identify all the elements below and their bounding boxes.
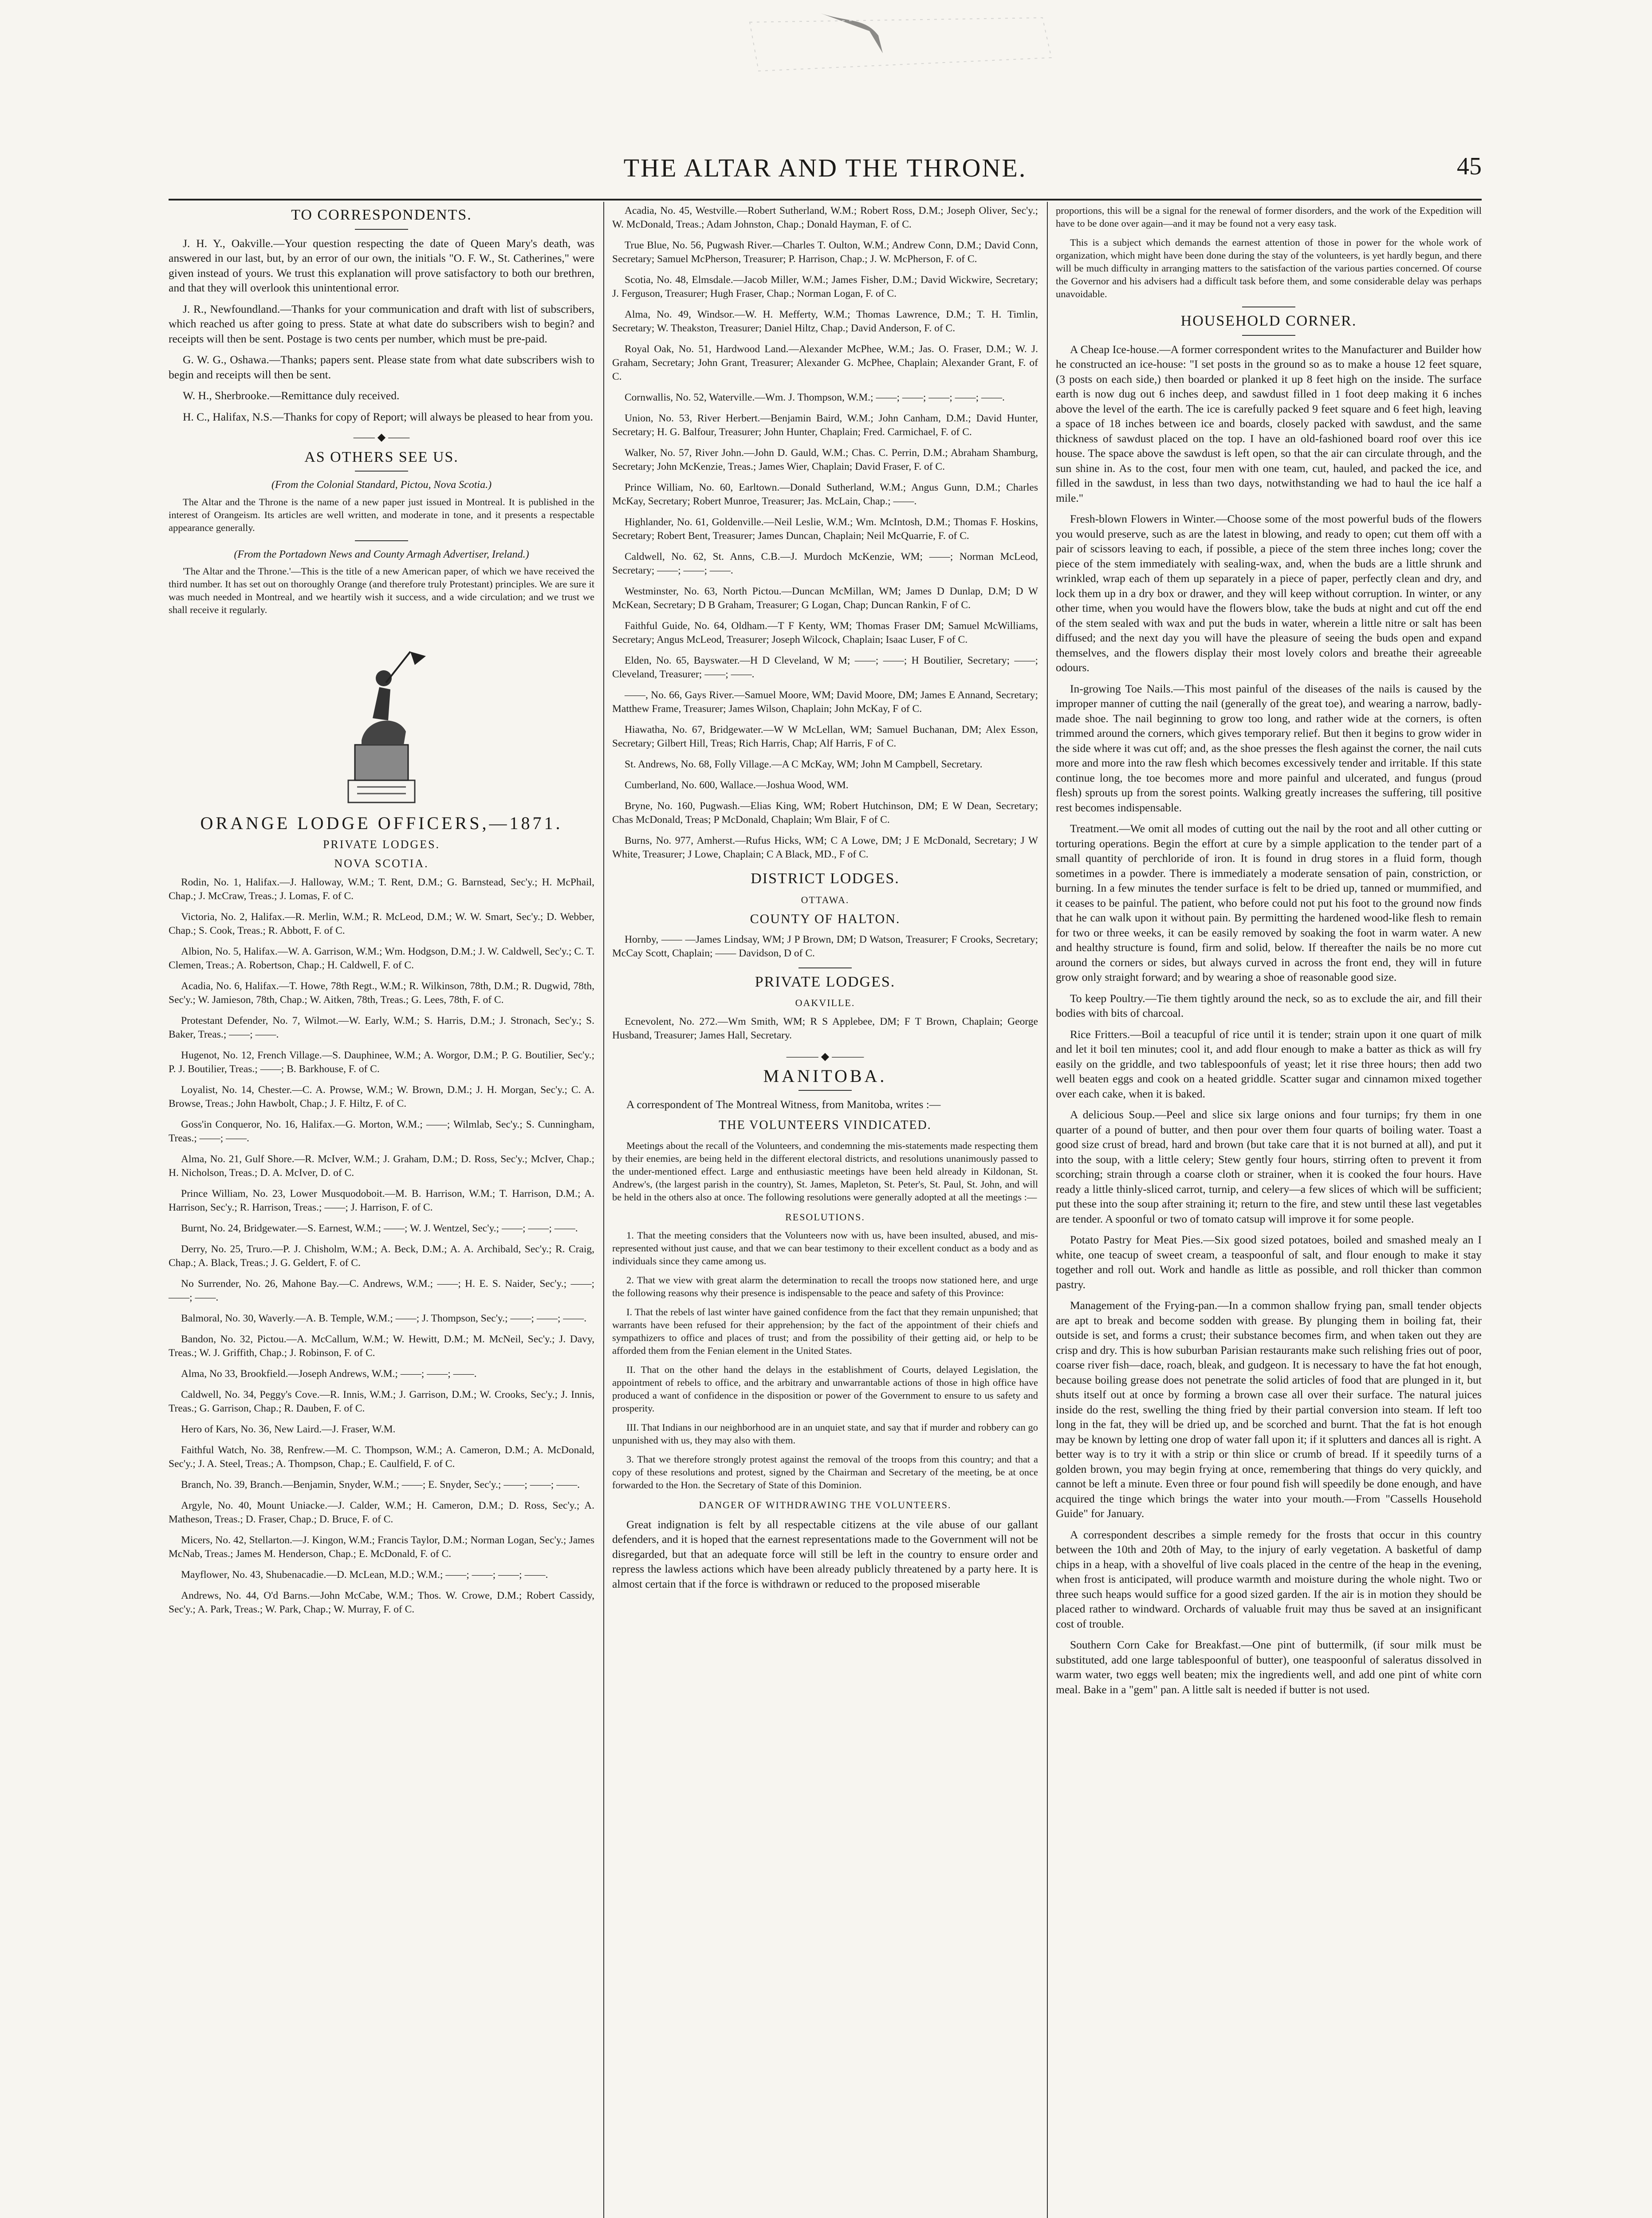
district-city: OTTAWA. — [801, 894, 850, 905]
lodge-entry: Scotia, No. 48, Elmsdale.—Jacob Miller, W.M.; James Fisher, D.M.; David Wickwire, Secretary; J. Ferguson, Treasurer; Hugh Fraser, Chap.; Norman Logan, F. of C. — [612, 274, 1038, 299]
lodge-entry: Acadia, No. 45, Westville.—Robert Sutherland, W.M.; Robert Ross, D.M.; Joseph Oliver, Sec'y.; W. McDonald, Treas.; Adam Johnston, Chap.; Donald Hayman, F. of C. — [612, 205, 1038, 230]
lodge-entry: Union, No. 53, River Herbert.—Benjamin Baird, W.M.; John Canham, D.M.; David Hunter, Secretary; H. G. Balfour, Treasurer; John Hunter, Chaplain; Fred. Carmichael, F. of C. — [612, 413, 1038, 438]
household-item: A correspondent describes a simple remedy for the frosts that occur in this country between the 10th and 20th of May, to the injury of early vegetation. A basketful of damp chips in a heap, with a shovelful of live coals placed in the centre of the heap in the evening, when frost is anticipated, will produce warmth and moisture during the whole night. Two or three such heaps would suffice for a good sized garden. If the air is in motion they should be placed rather to windward. Orchards of valuable fruit may thus be saved at an insignificant cost of trouble. — [1056, 1528, 1482, 1630]
header-rule — [169, 199, 1482, 201]
lodge-entry: Westminster, No. 63, North Pictou.—Duncan McMillan, WM; James D Dunlap, D.M; D W McKean, Secretary; D B Graham, Treasurer; G Logan, Chap; Duncan Rankin, F of C. — [612, 586, 1038, 611]
lodge-entry: Faithful Guide, No. 64, Oldham.—T F Kenty, WM; Thomas Fraser DM; Samuel McWilliams, Secretary; Angus McLeod, Treasurer; Joseph Wilcock, Chaplain; Isaac Luser, F of C. — [612, 620, 1038, 645]
household-item: Southern Corn Cake for Breakfast.—One pint of buttermilk, (if sour milk must be substituted, add one large tablespoonful of butter), one teaspoonful of saleratus dissolved in warm water, two eggs well beaten; mix the ingredients well, and add one pint of white corn meal. Bake in a "gem" pan. A little salt is needed if butter is not used. — [1056, 1638, 1482, 1696]
divider — [355, 229, 408, 230]
lodge-entry: Hornby, —— —James Lindsay, WM; J P Brown, DM; D Watson, Treasurer; F Crooks, Secretary; McCay Scott, Chaplain; —— Davidson, D of C. — [612, 933, 1038, 959]
column-divider-2 — [1047, 202, 1048, 2218]
lodge-entry: Cumberland, No. 600, Wallace.—Joshua Wood, WM. — [625, 779, 849, 791]
lodge-entry: Walker, No. 57, River John.—John D. Gauld, W.M.; Chas. C. Perrin, D.M.; Abraham Shamburg, Secretary; John McKenzie, Treas.; James Wier, Chaplain; David Fraser, F. of C. — [612, 447, 1038, 472]
lodge-entry: Bryne, No. 160, Pugwash.—Elias King, WM; Robert Hutchinson, DM; E W Dean, Secretary; Chas McDonald, Treas; P McDonald, Chaplain; Wm Blair, F of C. — [612, 800, 1038, 826]
correspondent-note: W. H., Sherbrooke.—Remittance duly received. — [183, 389, 400, 402]
lodge-entry: Burns, No. 977, Amherst.—Rufus Hicks, WM; C A Lowe, DM; J E McDonald, Secretary; J W White, Treasurer; J Lowe, Chaplain; C A Black, MD., F of C. — [612, 835, 1038, 860]
divider — [798, 967, 852, 968]
others-heading: AS OTHERS SEE US. — [304, 448, 459, 465]
lodge-entry: Prince William, No. 60, Earltown.—Donald Sutherland, W.M.; Angus Gunn, D.M.; Charles McKay, Secretary; Robert Munroe, Treasurer; Jas. McLain, Chap.; ——. — [612, 482, 1038, 507]
lodge-entry: Albion, No. 5, Halifax.—W. A. Garrison, W.M.; Wm. Hodgson, D.M.; J. W. Caldwell, Sec'y.; C. T. Clemen, Treas.; A. Robertson, Chap.; H. Caldwell, F. of C. — [169, 945, 594, 971]
lodge-entry: Balmoral, No. 30, Waverly.—A. B. Temple, W.M.; ——; J. Thompson, Sec'y.; ——; ——; ——. — [181, 1312, 587, 1324]
lodge-entry: Rodin, No. 1, Halifax.—J. Halloway, W.M.; T. Rent, D.M.; G. Barnstead, Sec'y.; H. McPhail, Chap.; J. McCraw, Treas.; J. Lomas, F. of C. — [169, 876, 594, 902]
lodge-entry: Ecnevolent, No. 272.—Wm Smith, WM; R S Applebee, DM; F T Brown, Chaplain; George Husband, Treasurer; James Hall, Secretary. — [612, 1015, 1038, 1041]
ornament-divider: ——— ◆ ——— — [786, 1050, 864, 1062]
household-item: Treatment.—We omit all modes of cutting out the nail by the root and all other cutting or torturing operations. Begin the effort at cure by a simple application to the tender part of a small quantity of perchloride of iron. It is found in drug stores in a fluid form, though sometimes in a powder. There is immediately a moderate sensation of pain, constriction, or burning. In a few minutes the tender surface is felt to be dried up, tanned or mummified, and it ceases to be painful. The patient, who before could not put his foot to the ground now finds that he can walk upon it without pain. By permitting the hardened wood-like flesh to remain for two or three weeks, it can be easily removed by soaking the foot in warm water. A new and healthy structure is found, firm and solid, below. If thereafter the nails be no more cut around the corners or sides, but always curved in across the front end, they will in future grow only straight forward; and by wearing a shoe of reasonable good size. — [1056, 822, 1482, 983]
lodge-entry: Victoria, No. 2, Halifax.—R. Merlin, W.M.; R. McLeod, D.M.; W. W. Smart, Sec'y.; D. Webber, Chap.; S. Cook, Treas.; R. Abbott, F. of C. — [169, 911, 594, 936]
private-lodges-heading: PRIVATE LODGES. — [755, 973, 896, 990]
quote-text: 'The Altar and the Throne.'—This is the title of a new American paper, of which we have received the third number. It has set out on thoroughly Orange (and therefore truly Protestant) principles. We are sure it was much needed in Montreal, and we heartily wish it success, and a wide circulation; and we trust we shall receive it regularly. — [169, 566, 594, 615]
lodge-entry: Bandon, No. 32, Pictou.—A. McCallum, W.M.; W. Hewitt, D.M.; M. McNeil, Sec'y.; J. Davy, Treas.; W. J. Griffith, Chap.; J. Robinson, F. of C. — [169, 1333, 594, 1359]
household-item: Management of the Frying-pan.—In a common shallow frying pan, small tender objects are apt to break and become sodden with grease. By plunging them in boiling fat, their outside is set, and forms a crust; their substance becomes firm, and when taken out they are crisp and dry. This is how suburban Parisian restaurants make such relishing fries out of poor, coarse river fish—dace, roach, bleak, and gudgeon. It is necessary to have the fat hot enough, because boiling grease does not penetrate the solid articles of food that are plunged in it, but shuts itself out at once by forming a brown case all over their surface. The natural juices inside do the rest, swelling the thing fried by their partial conversion into steam. If left too long in the fat, they will be dried up, and be scorched and burnt. That the fat is hot enough may be known by letting one drop of water fall upon it; if it splutters and dances all is right. A better way is to try it with a strip or thin slice or crumb of bread. If it speedily turns of a golden brown, you may begin frying at once, remembering that things do very quickly, and cannot be left a minute. Even three or four pound fish will speedily be done enough, and have acquired the tinge which brings the water into your mouth.—From "Cassells Household Guide" for January. — [1056, 1299, 1482, 1520]
lodge-entry: Burnt, No. 24, Bridgewater.—S. Earnest, W.M.; ——; W. J. Wentzel, Sec'y.; ——; ——; ——. — [181, 1222, 578, 1234]
lodge-entry: Branch, No. 39, Branch.—Benjamin, Snyder, W.M.; ——; E. Snyder, Sec'y.; ——; ——; ——. — [181, 1479, 580, 1490]
private-lodges-subheading: PRIVATE LODGES. — [323, 838, 441, 851]
household-item: A Cheap Ice-house.—A former correspondent writes to the Manufacturer and Builder how he constructed an ice-house: "I set posts in the ground so as to make a house 12 feet square, (3 posts on each side,) then boarded or planked it up 8 feet high on the inside. The surface earth is now dug out 6 inches deep, and sawdust filled in 1 foot deep making it 6 inches above the level of the earth. The ice is carefully packed 9 feet square and 6 feet high, leaving a space of 18 inches between ice and boards, closely packed with sawdust, and the same thickness of sawdust placed on the top. I have an old-fashioned board roof over this ice house. The space above the sawdust is left open, so that the air can circulate through, and the sun shine in. As to the cost, four men with one team, cut, hauled, and packed the ice, and filled in the sawdust, in less than two days, notwithstanding we had to haul the ice half a mile." — [1056, 342, 1482, 504]
lodge-entry: Protestant Defender, No. 7, Wilmot.—W. Early, W.M.; S. Harris, D.M.; J. Stronach, Sec'y.; S. Baker, Treas.; ——; ——. — [169, 1015, 594, 1040]
household-item: Fresh-blown Flowers in Winter.—Choose some of the most powerful buds of the flowers you would preserve, such as are the latest in blowing, and ready to open; cut them off with a pair of scissors leaving to each, if possible, a piece of the stem three inches long; cover the piece of the stem immediately with sealing-wax, and, when the buds are a little shrunk and wrinkled, wrap each of them up separately in a piece of paper, perfectly clean and dry, and lock them up in a dry box or drawer, and they will keep without corruption. In winter, or any other time, when you would have the flowers blow, take the buds at night and cut off the end of the stem sealed with wax and put the buds in water, wherein a little nitre or salt has been diffused; and the next day you will have the pleasure of seeing the buds open and expand themselves, and the flowers display their most lovely colors and breathe their agreeable odours. — [1056, 512, 1482, 674]
quote-text: The Altar and the Throne is the name of a new paper just issued in Montreal. It is published in the interest of Orangeism. Its articles are well written, and moderate in tone, and it presents a respectable appearance generally. — [169, 496, 594, 533]
lodge-entry: No Surrender, No. 26, Mahone Bay.—C. Andrews, W.M.; ——; H. E. S. Naider, Sec'y.; ——; ——; ——. — [169, 1278, 594, 1303]
correspondent-note: H. C., Halifax, N.S.—Thanks for copy of Report; will always be pleased to hear from you. — [183, 410, 593, 423]
household-item: A delicious Soup.—Peel and slice six large onions and four turnips; fry them in one quarter of a pound of butter, and then pour over them four quarts of boiling water. Toast a good size crust of bread, hard and brown (but take care that it is not burned at all), and put it into the soup, with a little celery; Stew gently four hours, stirring often to prevent it from scorching; strain through a coarse cloth or strainer, when it is cooked the four hours. Have ready a little thinly-sliced carrot, turnip, and celery—a few slices of which will be sufficient; put these into the soup after straining it; return to the fire, and stew until these last vegetables are tender. A spoonful or two of tomato catsup will improve it for some people. — [1056, 1108, 1482, 1225]
lodge-entry: Acadia, No. 6, Halifax.—T. Howe, 78th Regt., W.M.; R. Wilkinson, 78th, D.M.; R. Dugwid, 78th, Sec'y.; W. Jamieson, 78th, Chap.; W. Aitken, 78th, Treas.; G. Lees, 78th, F. of C. — [169, 980, 594, 1006]
resolution-item: 2. That we view with great alarm the determination to recall the troops now stationed here, and urge the following reasons why their presence is indispensable to the peace and safety of this Province: — [612, 1274, 1038, 1298]
lodge-entry: Andrews, No. 44, O'd Barns.—John McCabe, W.M.; Thos. W. Crowe, D.M.; Robert Cassidy, Sec'y.; A. Park, Treas.; W. Park, Chap.; W. Murray, F. of C. — [169, 1589, 594, 1615]
page-header — [169, 149, 1482, 197]
district-lodges-heading: DISTRICT LODGES. — [751, 870, 900, 887]
lodge-entry: Mayflower, No. 43, Shubenacadie.—D. McLean, M.D.; W.M.; ——; ——; ——; ——. — [181, 1569, 548, 1581]
danger-heading: DANGER OF WITHDRAWING THE VOLUNTEERS. — [699, 1499, 952, 1510]
household-item: To keep Poultry.—Tie them tightly around the neck, so as to exclude the air, and fill their bodies with bits of charcoal. — [1056, 991, 1482, 1019]
lodge-entry: Prince William, No. 23, Lower Musquodoboit.—M. B. Harrison, W.M.; T. Harrison, D.M.; A. Harrison, Sec'y.; R. Harrison, Treas.; ——; J. Harrison, F. of C. — [169, 1188, 594, 1213]
lodge-entry: Royal Oak, No. 51, Hardwood Land.—Alexander McPhee, W.M.; Jas. O. Fraser, D.M.; W. J. Graham, Secretary; John Grant, Treasurer; Alexander G. McPhee, Chaplain; Alexander Grant, F. of C. — [612, 343, 1038, 382]
ornament-divider: —— ◆ —— — [353, 432, 410, 443]
divider — [798, 1090, 852, 1091]
quote-source: (From the Portadown News and County Armagh Advertiser, Ireland.) — [234, 548, 529, 560]
article-continuation: proportions, this will be a signal for the renewal of former disorders, and the work of the Expedition will have to be done over again—and it may be found not a very easy task. — [1056, 205, 1482, 229]
private-town: OAKVILLE. — [795, 997, 855, 1008]
region-heading: NOVA SCOTIA. — [334, 857, 429, 870]
page-number: 45 — [1457, 153, 1482, 180]
lodge-entry: Caldwell, No. 62, St. Anns, C.B.—J. Murdoch McKenzie, WM; ——; Norman McLeod, Secretary; ——; ——; ——. — [612, 551, 1038, 576]
article-paragraph: Great indignation is felt by all respectable citizens at the vile abuse of our gallant defenders, and it is hoped that the earnest representations made to the Government will not be disregarded, but that an adequate force will still be left in the country to ensure order and repress the lawless actions which have been already publicly threatened by a party here. It is almost certain that if the force is withdrawn or reduced to the proposed miserable — [612, 1518, 1038, 1590]
lodge-entry: Faithful Watch, No. 38, Renfrew.—M. C. Thompson, W.M.; A. Cameron, D.M.; A. McDonald, Sec'y.; J. A. Steel, Treas.; A. Thompson, Chap.; E. Caulfield, F. of C. — [169, 1444, 594, 1470]
lodge-entry: Alma, No 33, Brookfield.—Joseph Andrews, W.M.; ——; ——; ——. — [181, 1368, 477, 1380]
resolution-item: 3. That we therefore strongly protest against the removal of the troops from this country; and that a copy of these resolutions and protest, signed by the Chairman and Secretary of the meeting, be at once forwarded to the Hon. the Secretary of State of this Dominion. — [612, 1454, 1038, 1490]
lodge-entry: Caldwell, No. 34, Peggy's Cove.—R. Innis, W.M.; J. Garrison, D.M.; W. Crooks, Sec'y.; J. Innis, Treas.; G. Garrison, Chap.; R. Dauben, F. of C. — [169, 1388, 594, 1414]
lodge-entry: Cornwallis, No. 52, Waterville.—Wm. J. Thompson, W.M.; ——; ——; ——; ——; ——. — [625, 392, 1005, 403]
lodge-entry: Hugenot, No. 12, French Village.—S. Dauphinee, W.M.; A. Worgor, D.M.; P. G. Boutilier, Sec'y.; P. J. Boutilier, Treas.; ——; B. Barkhouse, F. of C. — [169, 1049, 594, 1075]
column-1 — [169, 204, 594, 1624]
article-paragraph: This is a subject which demands the earnest attention of those in power for the whole work of organization, which might have been done during the stay of the volunteers, is yet hardly begun, and there will be much difficulty in arranging matters to the satisfaction of the various parties concerned. Of course the Governor and his advisers had a difficult task before them, and some considerable delay was perhaps unavoidable. — [1056, 237, 1482, 299]
volunteers-heading: THE VOLUNTEERS VINDICATED. — [719, 1118, 932, 1132]
resolutions-heading: RESOLUTIONS. — [785, 1211, 865, 1223]
divider — [355, 540, 408, 541]
lodge-entry: ——, No. 66, Gays River.—Samuel Moore, WM; David Moore, DM; James E Annand, Secretary; Matthew Frame, Treasurer; James Wilson, Chaplain; John McKay, F of C. — [612, 689, 1038, 715]
lodge-entry: Highlander, No. 61, Goldenville.—Neil Leslie, W.M.; Wm. McIntosh, D.M.; Thomas F. Hoskins, Secretary; Robert Bent, Treasurer; James Duncan, Chaplain; Neil McQuarrie, F. of C. — [612, 516, 1038, 542]
lodge-entry: Loyalist, No. 14, Chester.—C. A. Prowse, W.M.; W. Brown, D.M.; J. H. Morgan, Sec'y.; C. A. Browse, Treas.; John Hawbolt, Chap.; J. F. Hiltz, F. of C. — [169, 1084, 594, 1109]
lodge-entry: Alma, No. 49, Windsor.—W. H. Mefferty, W.M.; Thomas Lawrence, D.M.; T. H. Timlin, Secretary; W. Theakston, Treasurer; Daniel Hiltz, Chap.; David Anderson, F. of C. — [612, 309, 1038, 334]
household-item: In-growing Toe Nails.—This most painful of the diseases of the nails is caused by the improper manner of cutting the nail (generally of the great toe), and wearing a narrow, badly-made shoe. The nail beginning to grow too long, and rather wide at the corners, is often trimmed around the corners, which gives temporary relief. But then it begins to grow wider in the side where it was cut off; and, as the shoe presses the flesh against the corner, the nail cuts more and more into the raw flesh which becomes excessively tender and irritable. If this state continue long, the toe becomes more and more painful and ulcerated, and fungus (proud flesh) sprouts up from the sorest points. Walking greatly increases the suffering, till positive rest becomes indispensable. — [1056, 682, 1482, 814]
lodge-entry: True Blue, No. 56, Pugwash River.—Charles T. Oulton, W.M.; Andrew Conn, D.M.; David Conn, Secretary; Samuel McPherson, Treasurer; P. Harrison, Chap.; J. W. McPherson, F. of C. — [612, 240, 1038, 265]
lodge-entry: Derry, No. 25, Truro.—P. J. Chisholm, W.M.; A. Beck, D.M.; A. A. Archibald, Sec'y.; R. Craig, Chap.; A. Black, Treas.; J. G. Geldert, F. of C. — [169, 1243, 594, 1269]
divider — [1242, 335, 1295, 336]
resolution-item: 1. That the meeting considers that the Volunteers now with us, have been insulted, abused, and mis-represented without just cause, and that we can bear testimony to their excellent conduct as a body and as individuals since they came among us. — [612, 1230, 1038, 1266]
district-county: COUNTY OF HALTON. — [750, 912, 901, 926]
lodge-entry: Alma, No. 21, Gulf Shore.—R. McIver, W.M.; J. Graham, D.M.; D. Ross, Sec'y.; McIver, Chap.; H. Nicholson, Treas.; D. A. McIver, D. of C. — [169, 1153, 594, 1179]
correspondent-note: J. R., Newfoundland.—Thanks for your communication and draft with list of subscribers, which reached us after going to press. State at what date do subscribers wish to begin? and receipts will then be sent. Postage is two cents per number, which must be pre-paid. — [169, 302, 594, 345]
orange-emblem-illustration — [330, 634, 433, 807]
column-2 — [612, 204, 1038, 1597]
resolution-item: II. That on the other hand the delays in the establishment of Courts, delayed Legislation, the appointment of rebels to office, and the arbitrary and unwarrantable actions of those in high office have produced a want of confidence in the disposition or power of the Government to ensure to us safety and prosperity. — [612, 1364, 1038, 1414]
newspaper-title: THE ALTAR AND THE THRONE. — [623, 153, 1027, 182]
divider — [355, 471, 408, 472]
manitoba-intro: A correspondent of The Montreal Witness, from Manitoba, writes :— — [626, 1097, 941, 1111]
quote-source: (From the Colonial Standard, Pictou, Nova Scotia.) — [271, 479, 492, 491]
article-paragraph: Meetings about the recall of the Volunteers, and condemning the mis-statements made respecting them by their enemies, are being held in the different electoral districts, and resolutions unanimously passed to the under-mentioned effect. Large and enthusiastic meetings have been held already in Kildonan, St. Andrew's, (the largest parish in the country), St. James, Mapleton, St. Peter's, St. Paul, St. John, and will be held in the others also at once. The following resolutions were generally adopted at all the meetings :— — [612, 1140, 1038, 1203]
column-divider-1 — [603, 202, 604, 2218]
lodge-entry: Goss'in Conqueror, No. 16, Halifax.—G. Morton, W.M.; ——; Wilmlab, Sec'y.; S. Cunningham, Treas.; ——; ——. — [169, 1118, 594, 1144]
lodge-entry: Argyle, No. 40, Mount Uniacke.—J. Calder, W.M.; H. Cameron, D.M.; D. Ross, Sec'y.; A. Matheson, Treas.; D. Fraser, Chap.; D. Bruce, F. of C. — [169, 1499, 594, 1525]
lodge-entry: Hiawatha, No. 67, Bridgewater.—W W McLellan, WM; Samuel Buchanan, DM; Alex Esson, Secretary; Gilbert Hill, Treas; Rich Harris, Chap; Alf Harris, F of C. — [612, 724, 1038, 749]
manitoba-heading: MANITOBA. — [763, 1066, 887, 1086]
correspondent-note: J. H. Y., Oakville.—Your question respecting the date of Queen Mary's death, was answered in our last, but, by an error of our own, the initials "O. F. W., St. Catherines," were given instead of yours. We trust this explanation will prove satisfactory to both our brethren, and that they will overlook this unintentional error. — [169, 236, 594, 294]
lodge-entry: Micers, No. 42, Stellarton.—J. Kingon, W.M.; Francis Taylor, D.M.; Norman Logan, Sec'y.; James McNab, Treas.; James M. Henderson, Chap.; E. McDonald, F. of C. — [169, 1534, 594, 1560]
correspondent-note: G. W. G., Oshawa.—Thanks; papers sent. Please state from what date subscribers wish to begin and receipts will then be sent. — [169, 353, 594, 381]
lodge-entry: Elden, No. 65, Bayswater.—H D Cleveland, W M; ——; ——; H Boutilier, Secretary; ——; Cleveland, Treasurer; ——; ——. — [612, 655, 1038, 680]
lodge-officers-heading: ORANGE LODGE OFFICERS,—1871. — [200, 813, 563, 833]
scan-smudge-top — [732, 4, 1087, 84]
resolution-item: I. That the rebels of last winter have gained confidence from the fact that they remain unpunished; that warrants have been refused for their apprehension; by the fact of the appointment of their chiefs and sympathizers to office and places of trust; and from the possibility of their getting aid, or help to be afforded them from the Fenian element in the United States. — [612, 1306, 1038, 1356]
correspondents-heading: TO CORRESPONDENTS. — [291, 207, 472, 223]
household-item: Rice Fritters.—Boil a teacupful of rice until it is tender; strain upon it one quart of milk and let it boil ten minutes; cool it, and add flour enough to make a batter as thick as will fry easily on the griddle, and two tablespoonfuls of yeast; let it rise three hours; then add two well beaten eggs and cook on a heated griddle. Scatter sugar and cinnamon mixed together over each cake, when it is baked. — [1056, 1027, 1482, 1100]
household-item: Potato Pastry for Meat Pies.—Six good sized potatoes, boiled and smashed mealy an I white, one teacup of sweet cream, a teaspoonful of salt, and flour enough to make it stay together and roll out. Work and handle as little as possible, and roll thicker than common pastry. — [1056, 1233, 1482, 1291]
column-3 — [1056, 204, 1482, 1703]
household-corner-heading: HOUSEHOLD CORNER. — [1180, 313, 1357, 329]
resolution-item: III. That Indians in our neighborhood are in an unquiet state, and say that if murder and robbery can go unpunished with us, they may also with them. — [612, 1422, 1038, 1446]
lodge-entry: Hero of Kars, No. 36, New Laird.—J. Fraser, W.M. — [181, 1423, 396, 1435]
lodge-entry: St. Andrews, No. 68, Folly Village.—A C McKay, WM; John M Campbell, Secretary. — [625, 759, 983, 770]
